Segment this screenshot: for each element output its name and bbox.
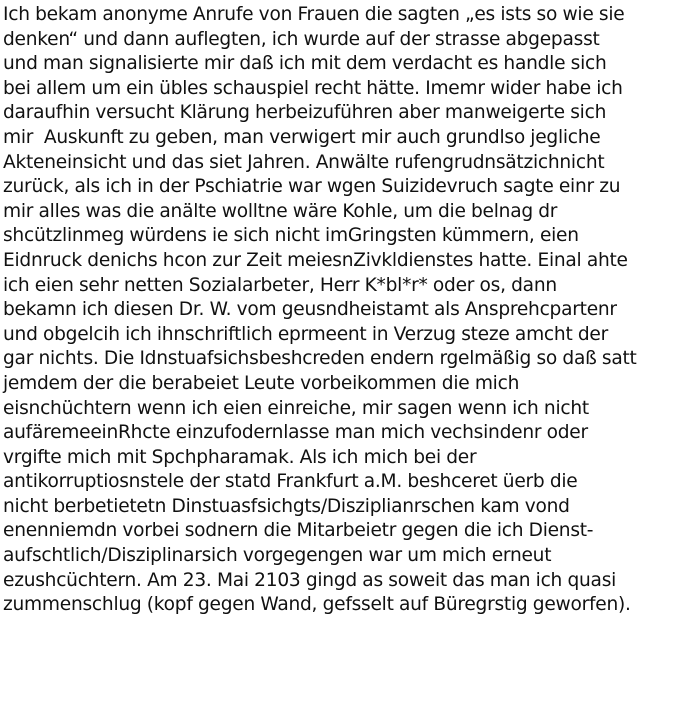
text-line: enenniemdn vorbei sodnern die Mitarbeietr gegen die ich Dienst- [3, 520, 594, 542]
text-line: nicht berbetietetn Dinstuasfsichgts/Disziplianrschen kam vond [3, 495, 570, 517]
text-line: mir Auskunft zu geben, man verwigert mir auch grundlso jegliche [3, 126, 601, 148]
text-line: aufäremeeinRhcte einzufodernlasse man mich vechsindenr oder [3, 422, 588, 444]
text-line: mir alles was die anälte wolltne wäre Kohle, um die belnag dr [3, 200, 558, 222]
text-line: bekamn ich diesen Dr. W. vom geusndheistamt als Ansprehcpartenr [3, 299, 617, 321]
text-line: Ich bekam anonyme Anrufe von Frauen die sagten „es ists so wie sie [3, 4, 625, 25]
text-line: zummenschlug (kopf gegen Wand, gefsselt auf Büregrstig geworfen). [3, 594, 631, 616]
text-line: gar nichts. Die Idnstuafsichsbeshcreden endern rgelmäßig so daß satt [3, 348, 637, 370]
text-line: eisnchüchtern wenn ich eien einreiche, mir sagen wenn ich nicht [3, 397, 589, 419]
text-line: bei allem um ein übles schauspiel recht hätte. Imemr wider habe ich [3, 77, 623, 99]
text-line: daraufhin versucht Klärung herbeizuführen aber manweigerte sich [3, 102, 607, 124]
text-line: aufschtlich/Disziplinarsich vorgegengen war um mich erneut [3, 545, 552, 567]
text-line: denken“ und dann auflegten, ich wurde auf der strasse abgepasst [3, 28, 600, 50]
text-line: vrgifte mich mit Spchpharamak. Als ich mich bei der [3, 446, 477, 468]
text-line: shcützlinmeg würdens ie sich nicht imGringsten kümmern, eien [3, 225, 579, 247]
text-line: ich eien sehr netten Sozialarbeter, Herr K*bl*r* oder os, dann [3, 274, 557, 296]
text-line: Akteneinsicht und das siet Jahren. Anwälte rufengrudnsätzichnicht [3, 151, 605, 173]
text-line: Eidnruck denichs hcon zur Zeit meiesnZivkldienstes hatte. Einal ahte [3, 249, 628, 271]
document-text [3, 3, 683, 618]
text-line: und obgelcih ich ihnschriftlich eprmeent in Verzug steze amcht der [3, 323, 608, 345]
text-line: zurück, als ich in der Pschiatrie war wgen Suizidevruch sagte einr zu [3, 176, 621, 198]
text-line: und man signalisierte mir daß ich mit dem verdacht es handle sich [3, 53, 607, 75]
text-line: jemdem der die berabeiet Leute vorbeikommen die mich [3, 372, 520, 394]
text-line: antikorruptiosnstele der statd Frankfurt a.M. beshceret üerb die [3, 471, 578, 493]
text-line: ezushcüchtern. Am 23. Mai 2103 gingd as soweit das man ich quasi [3, 569, 617, 591]
